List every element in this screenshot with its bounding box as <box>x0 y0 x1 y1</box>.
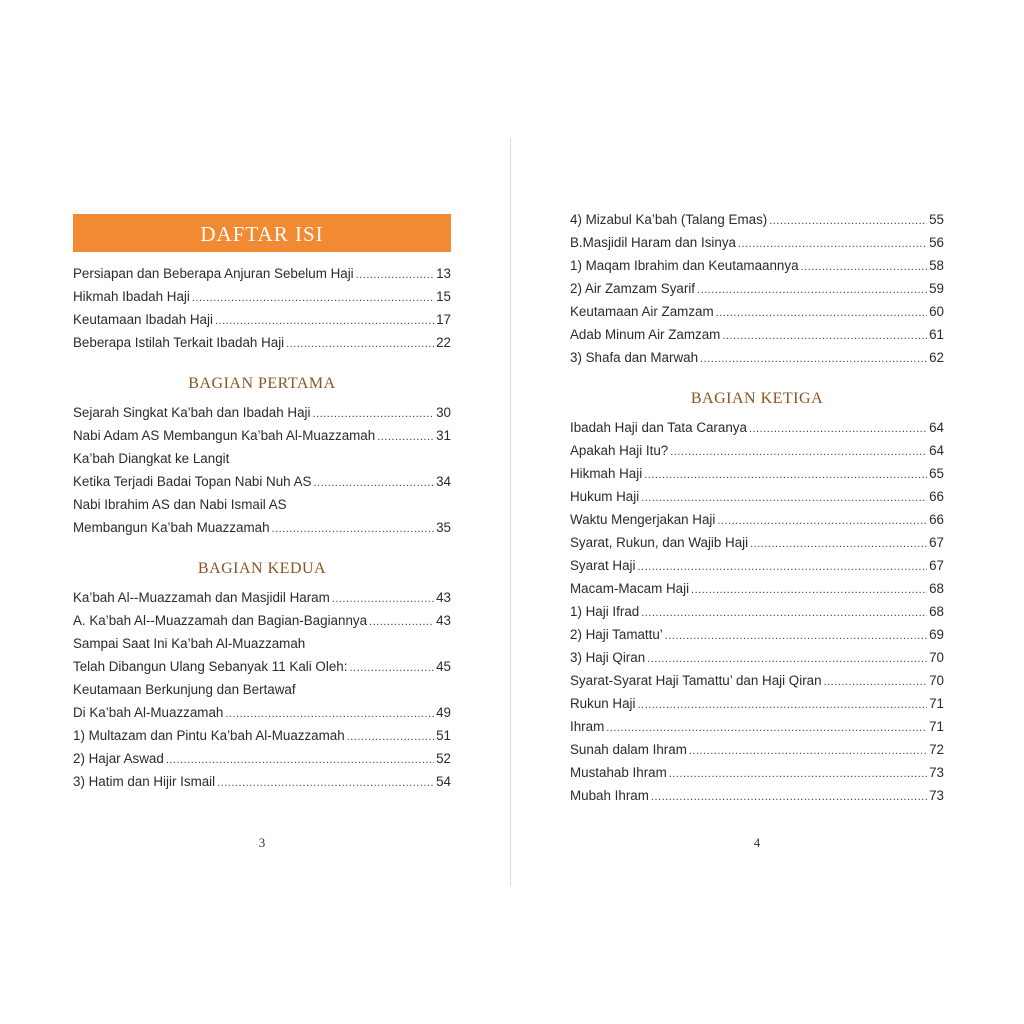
toc-entry-page: 72 <box>929 742 944 757</box>
toc-entry <box>73 493 451 516</box>
toc-entry <box>73 678 451 701</box>
toc-entry <box>570 439 944 462</box>
toc-section2-list <box>73 586 451 793</box>
toc-leader-dots <box>192 287 434 310</box>
toc-leader-dots <box>356 264 434 287</box>
toc-leader-dots <box>749 418 927 441</box>
toc-leader-dots <box>669 763 927 786</box>
toc-entry-page: 68 <box>929 581 944 596</box>
toc-leader-dots <box>824 671 928 694</box>
toc-entry <box>570 254 944 277</box>
toc-entry-page: 45 <box>436 659 451 674</box>
toc-title-banner: DAFTAR ISI <box>73 214 451 252</box>
toc-section1-list <box>73 401 451 539</box>
toc-entry <box>73 586 451 609</box>
toc-leader-dots <box>644 464 927 487</box>
toc-leader-dots <box>606 717 927 740</box>
toc-entry-title: 3) Haji Qiran <box>570 650 646 665</box>
toc-entry-page: 64 <box>929 420 944 435</box>
toc-entry-page: 59 <box>929 281 944 296</box>
toc-entry <box>570 692 944 715</box>
toc-entry <box>73 747 451 770</box>
toc-leader-dots <box>347 726 434 749</box>
toc-entry <box>570 277 944 300</box>
toc-leader-dots <box>641 602 927 625</box>
toc-entry-title: Mustahab Ihram <box>570 765 667 780</box>
toc-entry-page: 52 <box>436 751 451 766</box>
toc-entry-title: Sejarah Singkat Ka’bah dan Ibadah Haji <box>73 405 311 420</box>
toc-leader-dots <box>349 657 434 680</box>
toc-entry-page: 43 <box>436 613 451 628</box>
toc-entry <box>570 738 944 761</box>
toc-entry-title: 1) Maqam Ibrahim dan Keutamaannya <box>570 258 799 273</box>
toc-entry-title: 2) Air Zamzam Syarif <box>570 281 696 296</box>
toc-entry-page: 34 <box>436 474 451 489</box>
toc-leader-dots <box>801 256 928 279</box>
toc-leader-dots <box>665 625 927 648</box>
toc-entry <box>570 600 944 623</box>
toc-entry <box>570 346 944 369</box>
toc-leader-dots <box>312 403 434 426</box>
toc-entry <box>570 577 944 600</box>
toc-section3-list <box>570 416 944 807</box>
toc-entry-page: 51 <box>436 728 451 743</box>
toc-entry-title: 2) Hajar Aswad <box>73 751 164 766</box>
toc-entry <box>570 715 944 738</box>
toc-entry-page: 43 <box>436 590 451 605</box>
toc-entry <box>570 623 944 646</box>
toc-entry-page: 73 <box>929 765 944 780</box>
toc-entry-title: Ka’bah Diangkat ke Langit <box>73 451 230 466</box>
toc-leader-dots <box>313 472 434 495</box>
toc-continued-list <box>570 208 944 369</box>
toc-entry-page: 30 <box>436 405 451 420</box>
toc-entry-page: 35 <box>436 520 451 535</box>
toc-entry-title: Syarat Haji <box>570 558 636 573</box>
toc-entry-page: 71 <box>929 696 944 711</box>
toc-entry-page: 62 <box>929 350 944 365</box>
toc-entry <box>73 516 451 539</box>
toc-leader-dots <box>691 579 927 602</box>
toc-intro-list <box>73 262 451 354</box>
toc-leader-dots <box>377 426 434 449</box>
toc-entry-title: Syarat, Rukun, dan Wajib Haji <box>570 535 749 550</box>
toc-entry-page: 60 <box>929 304 944 319</box>
toc-entry-page: 58 <box>929 258 944 273</box>
toc-leader-dots <box>217 772 434 795</box>
section-heading-pertama: BAGIAN PERTAMA <box>188 375 336 392</box>
toc-entry <box>73 331 451 354</box>
toc-entry <box>73 424 451 447</box>
toc-leader-dots <box>750 533 927 556</box>
toc-entry-title: A. Ka’bah Al--Muazzamah dan Bagian-Bagiannya <box>73 613 368 628</box>
toc-entry-title: Hikmah Ibadah Haji <box>73 289 190 304</box>
toc-leader-dots <box>670 441 927 464</box>
toc-leader-dots <box>225 703 434 726</box>
toc-leader-dots <box>638 694 928 717</box>
toc-leader-dots <box>647 648 927 671</box>
toc-entry-page: 67 <box>929 535 944 550</box>
toc-entry-title: Sampai Saat Ini Ka’bah Al-Muazzamah <box>73 636 306 651</box>
toc-entry-title: Adab Minum Air Zamzam <box>570 327 721 342</box>
toc-entry-page: 70 <box>929 673 944 688</box>
section-heading-ketiga: BAGIAN KETIGA <box>690 390 824 407</box>
toc-entry <box>570 462 944 485</box>
toc-entry-title: Nabi Adam AS Membangun Ka’bah Al-Muazzamah <box>73 428 376 443</box>
toc-entry-page: 65 <box>929 466 944 481</box>
page-number-right: 4 <box>753 835 761 850</box>
toc-leader-dots <box>722 325 927 348</box>
toc-entry <box>570 761 944 784</box>
toc-entry <box>570 646 944 669</box>
toc-entry-page: 15 <box>436 289 451 304</box>
toc-entry <box>73 285 451 308</box>
toc-entry <box>73 470 451 493</box>
toc-entry <box>73 632 451 655</box>
left-page <box>73 0 451 1024</box>
toc-entry-title: Keutamaan Air Zamzam <box>570 304 714 319</box>
toc-leader-dots <box>717 510 927 533</box>
toc-entry <box>570 784 944 807</box>
toc-entry-page: 22 <box>436 335 451 350</box>
toc-entry-title: Keutamaan Ibadah Haji <box>73 312 213 327</box>
toc-entry-title: Ketika Terjadi Badai Topan Nabi Nuh AS <box>73 474 312 489</box>
toc-entry-page: 69 <box>929 627 944 642</box>
toc-entry-page: 54 <box>436 774 451 789</box>
toc-entry <box>73 655 451 678</box>
toc-entry <box>73 308 451 331</box>
toc-entry <box>73 262 451 285</box>
toc-entry-page: 64 <box>929 443 944 458</box>
toc-entry-title: Macam-Macam Haji <box>570 581 690 596</box>
toc-entry-title: 4) Mizabul Ka’bah (Talang Emas) <box>570 212 768 227</box>
toc-entry-title: Membangun Ka’bah Muazzamah <box>73 520 270 535</box>
toc-entry <box>570 416 944 439</box>
toc-entry <box>570 208 944 231</box>
toc-entry-title: Telah Dibangun Ulang Sebanyak 11 Kali Oleh: <box>73 659 348 674</box>
page-number-left: 3 <box>258 835 266 850</box>
toc-leader-dots <box>700 348 927 371</box>
toc-leader-dots <box>641 487 927 510</box>
toc-entry-title: Waktu Mengerjakan Haji <box>570 512 716 527</box>
toc-entry <box>570 508 944 531</box>
toc-entry <box>73 609 451 632</box>
toc-entry-title: Ka’bah Al--Muazzamah dan Masjidil Haram <box>73 590 330 605</box>
toc-entry <box>73 701 451 724</box>
toc-entry <box>570 485 944 508</box>
toc-entry-title: 1) Haji Ifrad <box>570 604 640 619</box>
toc-leader-dots <box>166 749 434 772</box>
toc-entry-title: Rukun Haji <box>570 696 636 711</box>
toc-leader-dots <box>638 556 928 579</box>
toc-entry-page: 73 <box>929 788 944 803</box>
toc-entry-title: 2) Haji Tamattu’ <box>570 627 663 642</box>
book-gutter <box>510 138 511 886</box>
toc-entry-title: Hikmah Haji <box>570 466 643 481</box>
toc-entry <box>570 300 944 323</box>
toc-leader-dots <box>215 310 434 333</box>
toc-entry-title: Syarat-Syarat Haji Tamattu’ dan Haji Qiran <box>570 673 822 688</box>
toc-entry-page: 66 <box>929 489 944 504</box>
toc-entry <box>570 231 944 254</box>
toc-leader-dots <box>738 233 927 256</box>
toc-entry <box>570 531 944 554</box>
toc-leader-dots <box>697 279 927 302</box>
toc-entry <box>570 323 944 346</box>
toc-entry <box>73 401 451 424</box>
toc-entry-title: Persiapan dan Beberapa Anjuran Sebelum Haji <box>73 266 354 281</box>
toc-entry-page: 13 <box>436 266 451 281</box>
toc-entry-title: Ihram <box>570 719 605 734</box>
toc-entry-page: 71 <box>929 719 944 734</box>
toc-leader-dots <box>651 786 927 809</box>
toc-entry-title: Keutamaan Berkunjung dan Bertawaf <box>73 682 296 697</box>
toc-entry <box>73 770 451 793</box>
toc-entry-title: Mubah Ihram <box>570 788 649 803</box>
toc-entry-title: Sunah dalam Ihram <box>570 742 687 757</box>
toc-entry-title: Ibadah Haji dan Tata Caranya <box>570 420 747 435</box>
toc-entry-title: Beberapa Istilah Terkait Ibadah Haji <box>73 335 285 350</box>
right-page <box>570 0 944 1024</box>
toc-entry <box>73 447 451 470</box>
toc-entry-page: 49 <box>436 705 451 720</box>
toc-entry-title: 1) Multazam dan Pintu Ka’bah Al-Muazzamah <box>73 728 345 743</box>
toc-entry-page: 56 <box>929 235 944 250</box>
toc-leader-dots <box>272 518 435 541</box>
toc-entry-page: 66 <box>929 512 944 527</box>
toc-entry-page: 31 <box>436 428 451 443</box>
toc-leader-dots <box>716 302 927 325</box>
toc-entry-page: 67 <box>929 558 944 573</box>
toc-entry-title: Di Ka’bah Al-Muazzamah <box>73 705 224 720</box>
toc-entry-page: 68 <box>929 604 944 619</box>
toc-leader-dots <box>286 333 434 356</box>
toc-leader-dots <box>769 210 927 233</box>
section-heading-kedua: BAGIAN KEDUA <box>197 560 327 577</box>
toc-entry-title: B.Masjidil Haram dan Isinya <box>570 235 736 250</box>
toc-leader-dots <box>689 740 927 763</box>
toc-entry <box>73 724 451 747</box>
toc-entry-page: 61 <box>929 327 944 342</box>
toc-entry-page: 17 <box>436 312 451 327</box>
toc-entry <box>570 554 944 577</box>
toc-entry-title: Apakah Haji Itu? <box>570 443 669 458</box>
toc-entry <box>570 669 944 692</box>
toc-entry-title: Hukum Haji <box>570 489 640 504</box>
toc-leader-dots <box>332 588 434 611</box>
toc-entry-page: 55 <box>929 212 944 227</box>
toc-entry-title: 3) Hatim dan Hijir Ismail <box>73 774 216 789</box>
toc-leader-dots <box>369 611 434 634</box>
toc-entry-title: 3) Shafa dan Marwah <box>570 350 699 365</box>
toc-entry-page: 70 <box>929 650 944 665</box>
toc-entry-title: Nabi Ibrahim AS dan Nabi Ismail AS <box>73 497 287 512</box>
